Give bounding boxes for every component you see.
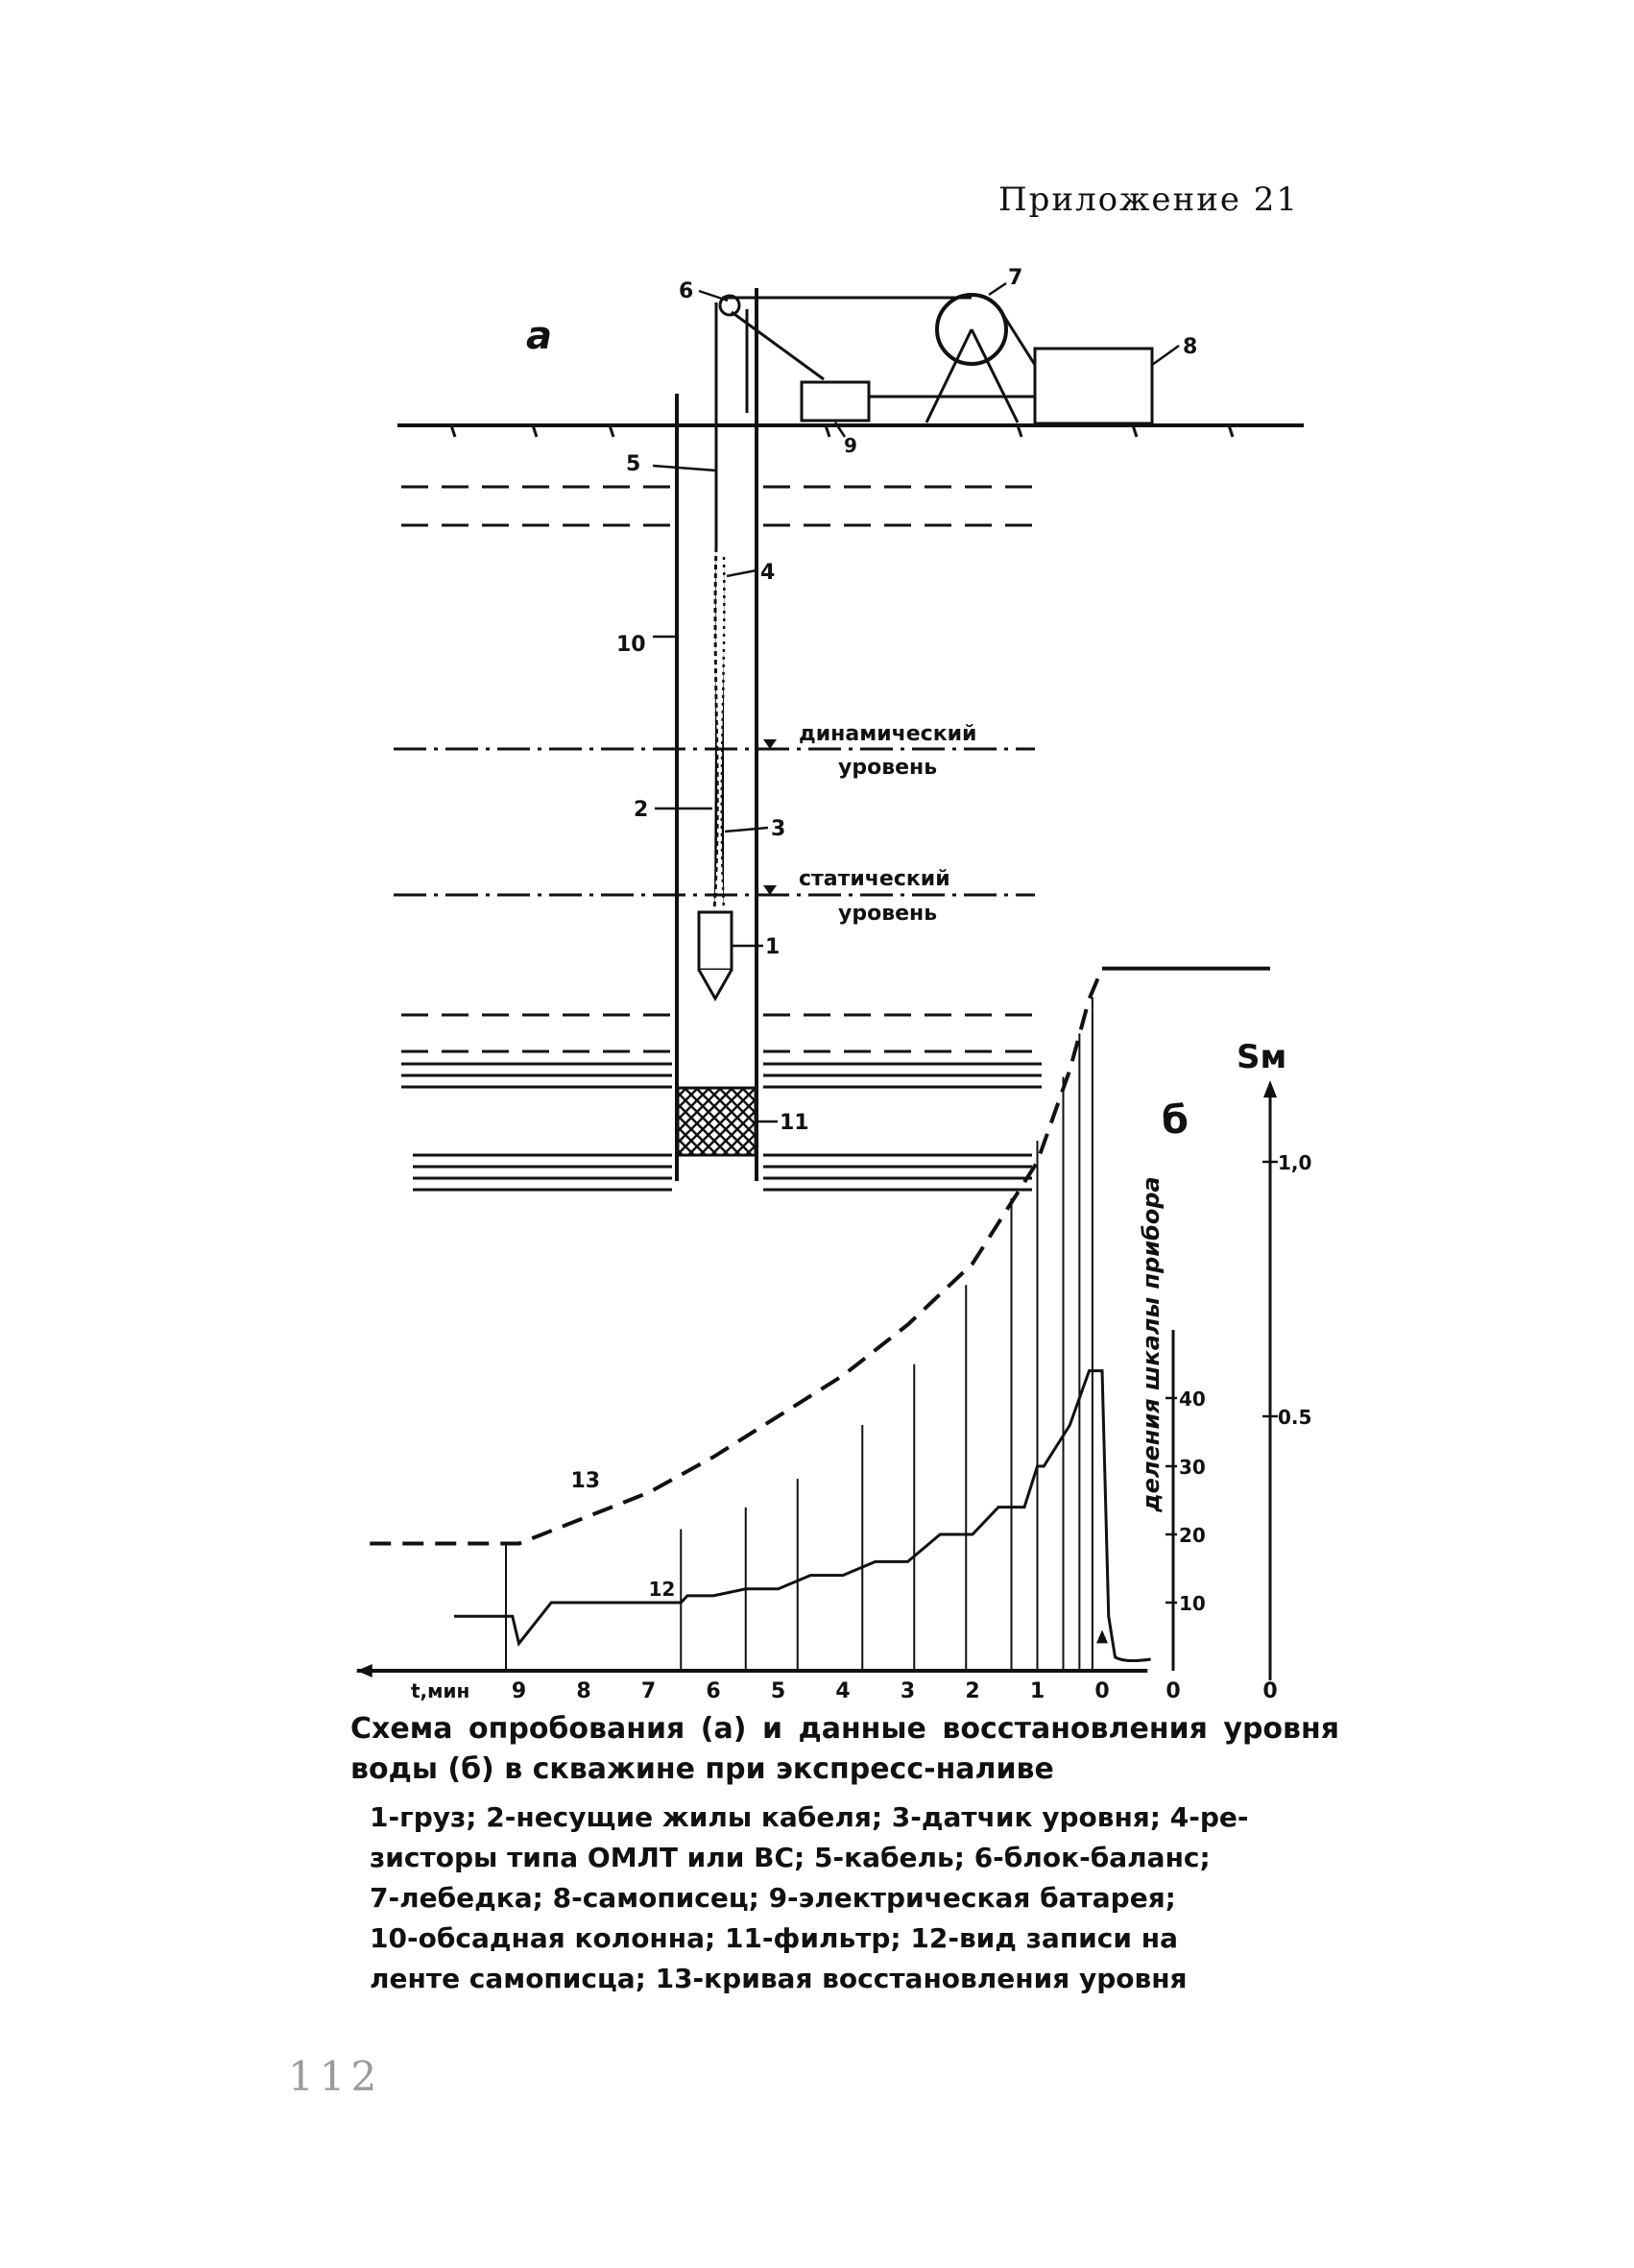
instrument-tick-label: 40 [1179,1387,1206,1411]
panel-a-label: a [526,314,552,358]
callout-2: 2 [634,798,649,822]
callout-4: 4 [760,561,776,585]
x-tick-label: 9 [511,1679,527,1703]
y-axis-label: Sм [1237,1038,1287,1076]
carrier-wires [714,547,717,910]
legend-line-2: зисторы типа ОМЛТ или ВС; 5-кабель; 6-блок-баланс; [370,1842,1211,1873]
callout-10: 10 [616,633,646,657]
callout-11: 11 [780,1111,809,1135]
record-start-arrow [1096,1629,1108,1643]
instrument-tick-label: 0 [1165,1679,1181,1703]
x-tick-label: 1 [1029,1679,1045,1703]
recorder-box [1035,349,1152,423]
callout-1: 1 [765,935,781,959]
caption-legend [350,1798,1339,1999]
instrument-tick-label: 30 [1179,1456,1206,1479]
s-axis-arrow [1263,1080,1277,1098]
appendix-heading: Приложение 21 [998,181,1300,219]
x-tick-label: 0 [1094,1679,1110,1703]
record-curve-label: 12 [648,1577,676,1601]
x-tick-label: 2 [965,1679,980,1703]
x-axis-label: t,мин [411,1679,470,1702]
instrument-axis-label: деления шкалы прибора [1138,1176,1165,1512]
instrument-tick-label: 10 [1179,1592,1206,1615]
series-12-record-curve [454,1371,1151,1661]
winch-leg-left [926,329,972,422]
battery-box [802,382,869,421]
callout-8: 8 [1183,335,1198,359]
x-tick-label: 5 [770,1679,786,1703]
instrument-tick-label: 20 [1179,1524,1206,1547]
callout-3: 3 [771,817,786,841]
caption-title [350,1709,1339,1790]
x-tick-label: 4 [835,1679,851,1703]
weight-probe [699,912,732,970]
page-number: 112 [288,2053,383,2100]
weight-probe-tip [699,970,732,999]
legend-line-1: 1-груз; 2-несущие жилы кабеля; 3-датчик уровня; 4-ре- [370,1801,1249,1833]
filter-section [678,1088,756,1155]
x-tick-label: 7 [640,1679,657,1703]
static-level-label-line2: уровень [838,902,938,926]
panel-b-label: б [1162,1098,1189,1143]
panel-b-recovery-chart [357,969,1312,1703]
legend-line-5: ленте самописца; 13-кривая восстановления уровня [370,1963,1188,1994]
caption-title-line-2: воды (б) в скважине при экспресс-наливе [350,1752,1054,1786]
caption-title-line-1: Схема опробования (а) и данные восстановления уровня [350,1712,1339,1746]
recovery-curve-label: 13 [570,1469,601,1494]
callout-6: 6 [679,279,694,303]
s-tick-label: 0 [1262,1679,1278,1703]
legend-line-3: 7-лебедка; 8-самописец; 9-электрическая батарея; [370,1882,1176,1914]
callout-9: 9 [844,434,857,457]
dynamic-level-label-line2: уровень [838,756,938,780]
legend-line-4: 10-обсадная колонна; 11-фильтр; 12-вид записи на [370,1922,1178,1954]
dynamic-level-label-line1: динамический [799,722,977,746]
callout-7: 7 [1008,266,1023,290]
s-tick-label: 0.5 [1278,1406,1312,1429]
x-tick-label: 6 [706,1679,721,1703]
static-level-label-line1: статический [799,867,950,891]
resistors-chain [722,557,725,910]
callout-5: 5 [626,452,641,476]
figure-caption [350,1709,1339,1999]
x-tick-label: 3 [900,1679,916,1703]
series-13-recovery-curve [370,969,1102,1544]
wire-to-battery [732,312,824,379]
panel-a-borehole-diagram [394,266,1304,1190]
time-axis-arrow [357,1664,372,1677]
x-tick-label: 8 [576,1679,591,1703]
s-tick-label: 1,0 [1278,1151,1312,1174]
winch-leg-right [972,329,1018,422]
